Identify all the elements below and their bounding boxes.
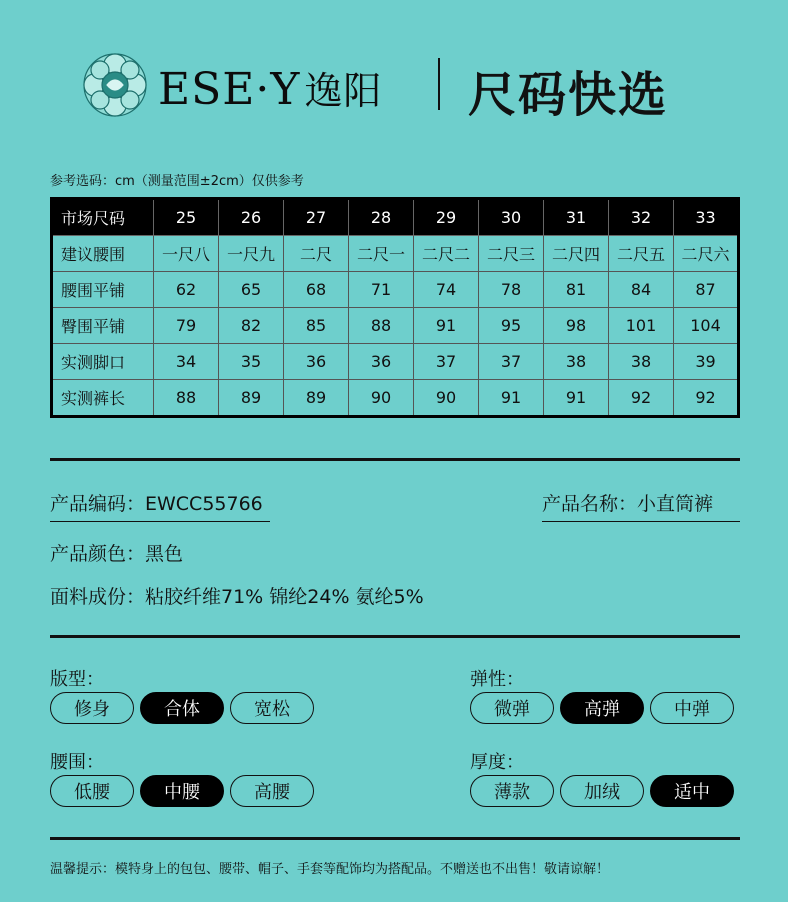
size-header-cell: 28 <box>349 199 414 236</box>
table-row <box>52 236 739 272</box>
table-cell: 85 <box>284 307 349 343</box>
table-cell: 82 <box>219 307 284 343</box>
table-cell: 36 <box>349 343 414 379</box>
table-cell: 90 <box>414 379 479 416</box>
row-label: 实测裤长 <box>52 379 154 416</box>
product-code: 产品编码：EWCC55766 <box>50 493 263 515</box>
size-header-row <box>52 199 739 236</box>
size-header-cell: 30 <box>479 199 544 236</box>
footnote: 温馨提示：模特身上的包包、腰带、帽子、手套等配饰均为搭配品。不赠送也不出售！敬请谅解！ <box>50 862 610 877</box>
table-row <box>52 272 739 308</box>
table-cell: 88 <box>349 307 414 343</box>
table-cell: 84 <box>609 272 674 308</box>
waist-option[interactable]: 低腰 <box>50 775 134 807</box>
table-cell: 91 <box>544 379 609 416</box>
table-cell: 65 <box>219 272 284 308</box>
size-header-cell: 33 <box>674 199 739 236</box>
table-cell: 二尺一 <box>349 236 414 272</box>
header-divider <box>438 58 440 110</box>
header <box>80 40 720 130</box>
table-cell: 二尺六 <box>674 236 739 272</box>
table-cell: 37 <box>479 343 544 379</box>
table-cell: 34 <box>154 343 219 379</box>
fit-option[interactable]: 合体 <box>140 692 224 724</box>
thickness-option[interactable]: 适中 <box>650 775 734 807</box>
thickness-label: 厚度： <box>470 752 524 773</box>
waist-option[interactable]: 中腰 <box>140 775 224 807</box>
table-cell: 一尺八 <box>154 236 219 272</box>
table-cell: 87 <box>674 272 739 308</box>
table-cell: 90 <box>349 379 414 416</box>
table-cell: 二尺五 <box>609 236 674 272</box>
elasticity-option[interactable]: 微弹 <box>470 692 554 724</box>
product-name-underline <box>542 521 740 522</box>
table-cell: 68 <box>284 272 349 308</box>
table-cell: 91 <box>479 379 544 416</box>
table-cell: 36 <box>284 343 349 379</box>
table-cell: 89 <box>284 379 349 416</box>
fit-option[interactable]: 宽松 <box>230 692 314 724</box>
size-header-cell: 29 <box>414 199 479 236</box>
row-label: 建议腰围 <box>52 236 154 272</box>
table-cell: 37 <box>414 343 479 379</box>
brand-chinese: 逸阳 <box>304 69 383 113</box>
table-cell: 38 <box>544 343 609 379</box>
table-cell: 92 <box>609 379 674 416</box>
table-cell: 74 <box>414 272 479 308</box>
table-cell: 二尺二 <box>414 236 479 272</box>
table-cell: 二尺四 <box>544 236 609 272</box>
table-cell: 98 <box>544 307 609 343</box>
table-cell: 35 <box>219 343 284 379</box>
size-header-cell: 32 <box>609 199 674 236</box>
size-header-cell: 26 <box>219 199 284 236</box>
waist-option[interactable]: 高腰 <box>230 775 314 807</box>
page-title: 尺码快选 <box>468 67 669 123</box>
divider <box>50 635 740 638</box>
size-table <box>50 197 740 418</box>
table-cell: 104 <box>674 307 739 343</box>
row-label: 腰围平铺 <box>52 272 154 308</box>
table-cell: 91 <box>414 307 479 343</box>
table-cell: 79 <box>154 307 219 343</box>
elasticity-option[interactable]: 中弹 <box>650 692 734 724</box>
brand-latin: ESE·Y <box>158 64 301 115</box>
divider <box>50 837 740 840</box>
thickness-option[interactable]: 薄款 <box>470 775 554 807</box>
product-color: 产品颜色：黑色 <box>50 543 184 565</box>
table-cell: 38 <box>609 343 674 379</box>
fit-label: 版型： <box>50 669 104 690</box>
row-label: 实测脚口 <box>52 343 154 379</box>
size-header-cell: 27 <box>284 199 349 236</box>
table-cell: 92 <box>674 379 739 416</box>
table-cell: 101 <box>609 307 674 343</box>
table-cell: 71 <box>349 272 414 308</box>
table-cell: 95 <box>479 307 544 343</box>
table-cell: 62 <box>154 272 219 308</box>
table-cell: 二尺 <box>284 236 349 272</box>
thickness-option[interactable]: 加绒 <box>560 775 644 807</box>
reference-note: 参考选码：cm（测量范围±2cm）仅供参考 <box>50 174 304 189</box>
table-cell: 88 <box>154 379 219 416</box>
table-cell: 81 <box>544 272 609 308</box>
table-cell: 一尺九 <box>219 236 284 272</box>
table-cell: 二尺三 <box>479 236 544 272</box>
brand-name <box>158 60 382 115</box>
size-header-label: 市场尺码 <box>52 199 154 236</box>
fit-option[interactable]: 修身 <box>50 692 134 724</box>
waist-label: 腰围： <box>50 752 104 773</box>
table-row <box>52 379 739 416</box>
product-fabric: 面料成份：粘胶纤维71% 锦纶24% 氨纶5% <box>50 586 424 608</box>
size-header-cell: 25 <box>154 199 219 236</box>
table-row <box>52 307 739 343</box>
table-cell: 89 <box>219 379 284 416</box>
table-cell: 39 <box>674 343 739 379</box>
flower-logo-icon <box>80 50 150 120</box>
product-code-underline <box>50 521 270 522</box>
product-name: 产品名称：小直筒裤 <box>542 493 714 515</box>
table-cell: 78 <box>479 272 544 308</box>
elasticity-option[interactable]: 高弹 <box>560 692 644 724</box>
size-header-cell: 31 <box>544 199 609 236</box>
table-row <box>52 343 739 379</box>
divider <box>50 458 740 461</box>
elasticity-label: 弹性： <box>470 669 524 690</box>
row-label: 臀围平铺 <box>52 307 154 343</box>
